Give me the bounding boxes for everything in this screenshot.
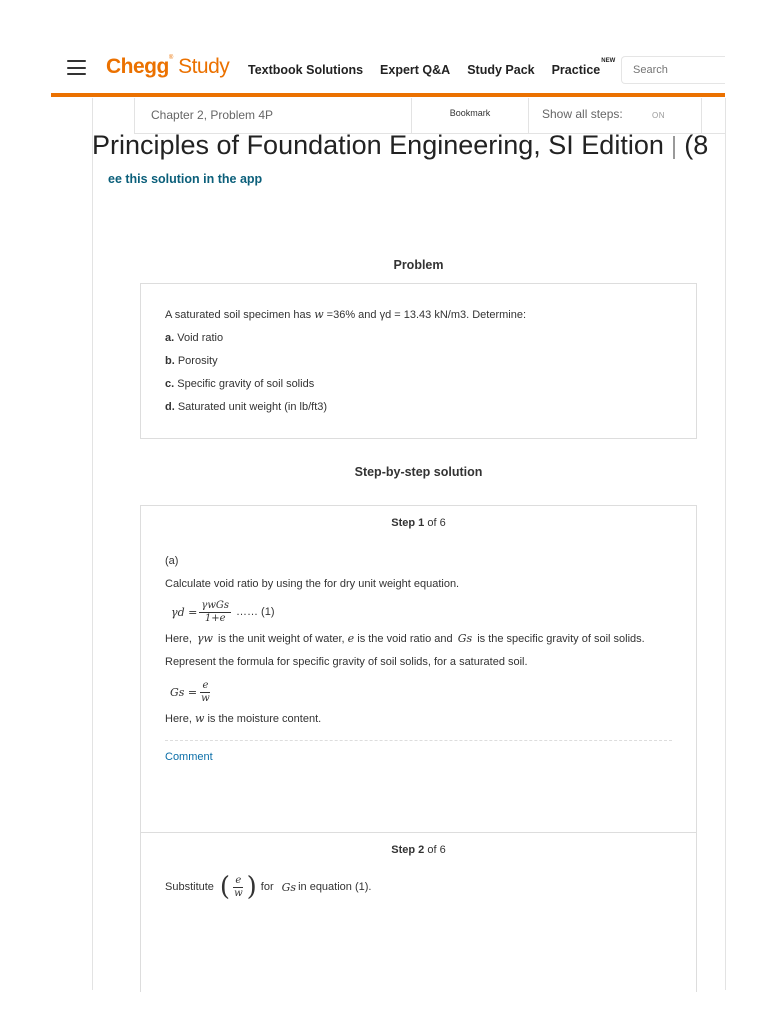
show-all-steps-label: Show all steps: (542, 107, 623, 121)
step-text: Here, w is the moisture content. (165, 712, 322, 725)
content-right-border (725, 98, 726, 990)
see-solution-in-app-link[interactable]: ee this solution in the app (108, 172, 263, 186)
step-part-label: (a) (165, 555, 179, 567)
step-text: Represent the formula for specific gravity of soil solids, for a saturated soil. (165, 656, 528, 668)
dry-unit-weight-equation: γd = $\frac{\text{γwGs}}{1+e}$ …… (1) (171, 599, 275, 624)
step-text: Substitute ( $\frac{e}{w}$ ) for Gs in equation (1). (165, 872, 372, 902)
chegg-study-logo[interactable]: Chegg® Study (106, 55, 230, 78)
main-nav (248, 58, 616, 77)
problem-intro: A saturated soil specimen has w =36% and γd = 13.43 kN/m3. Determine: (165, 308, 527, 321)
problem-item: d. Saturated unit weight (in lb/ft3) (165, 401, 328, 413)
hamburger-menu-icon[interactable] (67, 60, 86, 75)
book-title: Principles of Foundation Engineering, SI Edition | (8 (92, 130, 709, 160)
nav-textbook-solutions[interactable]: Textbook Solutions (248, 63, 364, 77)
problem-heading: Problem (393, 258, 444, 272)
problem-item: c. Specific gravity of soil solids (165, 378, 315, 390)
top-header (0, 0, 768, 98)
header-divider (51, 93, 725, 97)
step-1-header: Step 1 of 6 (391, 517, 446, 529)
toolbar-divider (701, 98, 702, 133)
show-steps-toggle[interactable]: ON (652, 111, 665, 120)
content-left-border (92, 98, 93, 990)
new-badge: NEW (601, 58, 616, 64)
step-text: Calculate void ratio by using the for dry unit weight equation. (165, 578, 460, 590)
step-text: Here, γw is the unit weight of water, e is the void ratio and Gs is the specific gravity of soil solids. (165, 632, 645, 645)
problem-statement (140, 283, 697, 439)
nav-practice[interactable]: Practice NEW (551, 58, 616, 77)
problem-item: b. Porosity (165, 355, 218, 367)
comment-divider (165, 740, 672, 741)
step-2-header: Step 2 of 6 (391, 844, 446, 856)
specific-gravity-equation: Gs = $\frac{e}{w}$ (170, 679, 210, 704)
solution-toolbar (134, 98, 725, 134)
problem-item: a. Void ratio (165, 332, 224, 344)
nav-study-pack[interactable]: Study Pack (467, 63, 535, 77)
bookmark-button[interactable]: Bookmark (411, 98, 529, 133)
step-2-card (140, 832, 697, 992)
chapter-problem-label: Chapter 2, Problem 4P (151, 108, 274, 122)
search-input[interactable] (621, 56, 725, 84)
nav-expert-qa[interactable]: Expert Q&A (380, 63, 451, 77)
comment-link[interactable]: Comment (165, 751, 213, 763)
solution-heading: Step-by-step solution (354, 465, 483, 479)
step-1-card (140, 505, 697, 833)
